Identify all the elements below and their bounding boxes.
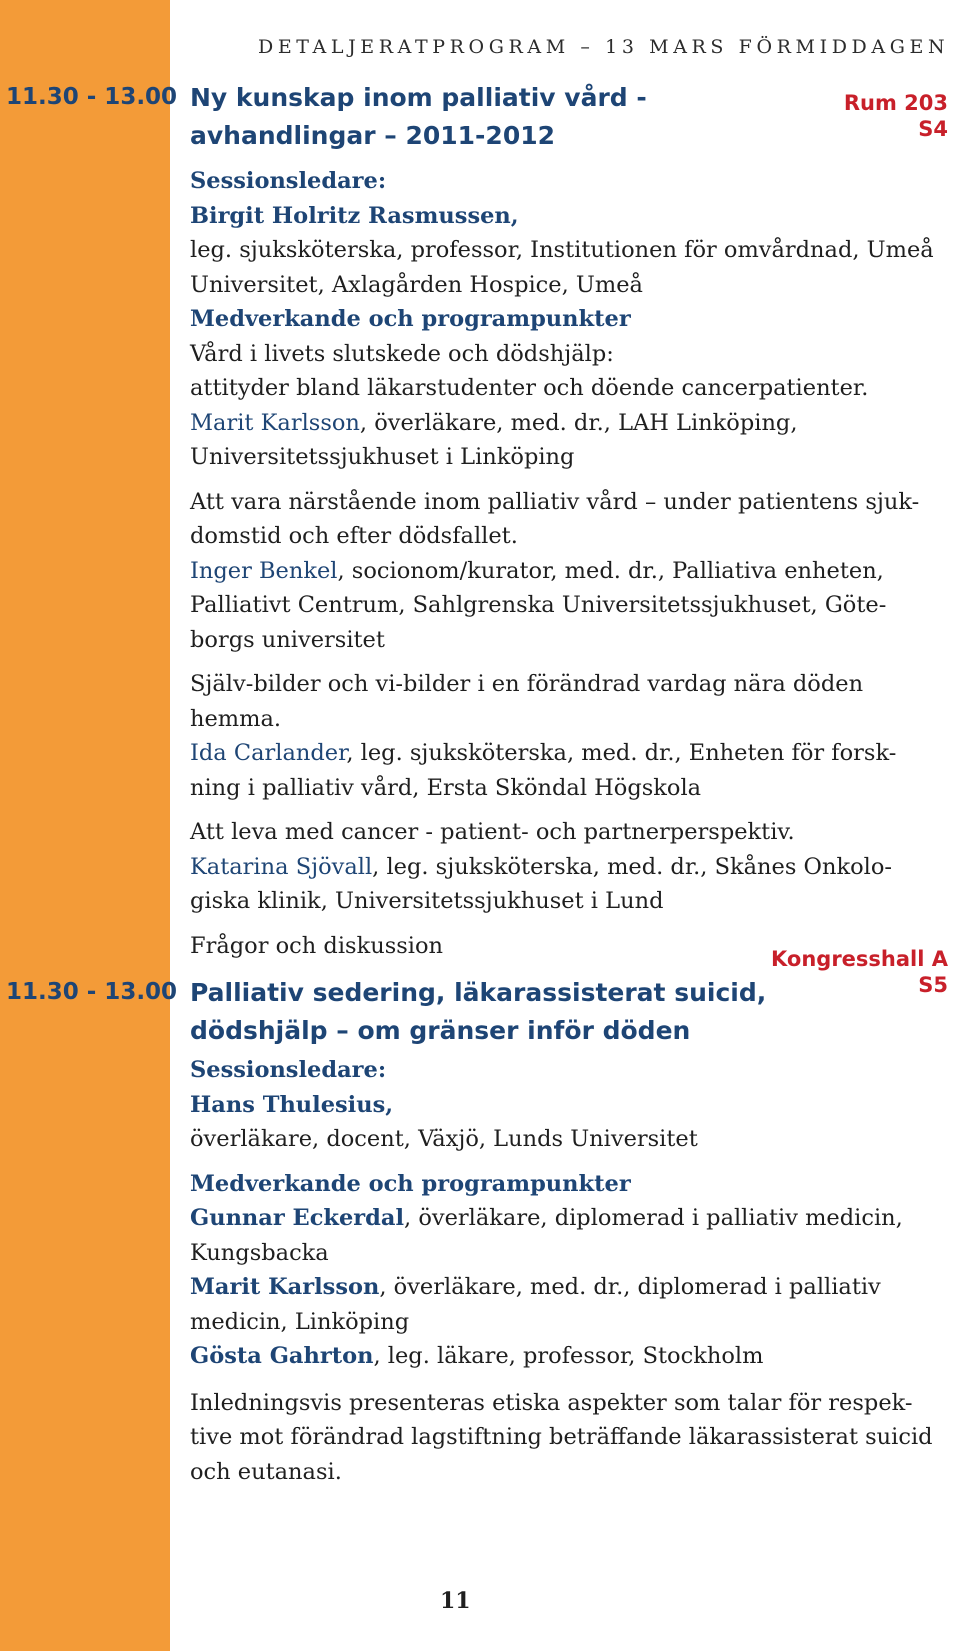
closing-item: Frågor och diskussion — [190, 932, 444, 959]
talk-title: Vård i livets slutskede och dödshjälp: — [190, 340, 614, 367]
page-header: DETALJERATPROGRAM – 13 MARS FÖRMIDDAGEN — [258, 36, 950, 58]
speaker-line — [190, 1270, 940, 1305]
session-title-line: dödshjälp – om gränser inför döden — [190, 1016, 691, 1045]
talk-title: Att vara närstående inom palliativ vård – under patientens sjuk- — [190, 488, 920, 515]
session-room — [771, 946, 948, 998]
speaker-name: Marit Karlsson — [190, 409, 360, 436]
speaker-line — [190, 736, 940, 771]
session-code: S4 — [918, 117, 948, 141]
session-room — [844, 90, 948, 142]
speaker-name: Katarina Sjövall — [190, 853, 373, 880]
speaker-affiliation: , överläkare, med. dr., LAH Linköping, — [359, 409, 798, 436]
speaker-affiliation: , överläkare, diplomerad i palliativ medicin, — [404, 1205, 903, 1231]
contributors-heading: Medverkande och programpunkter — [190, 1170, 631, 1197]
chair-description: överläkare, docent, Växjö, Lunds Universitet — [190, 1126, 698, 1152]
chair-name: Hans Thulesius, — [190, 1091, 394, 1118]
chair-description: Universitet, Axlagården Hospice, Umeå — [190, 271, 643, 298]
talk-title: domstid och efter dödsfallet. — [190, 523, 518, 549]
speaker-affiliation: medicin, Linköping — [190, 1308, 410, 1335]
speaker-affiliation: , leg. läkare, professor, Stockholm — [373, 1343, 764, 1369]
orange-sidebar — [0, 0, 170, 1651]
speaker-affiliation: Palliativt Centrum, Sahlgrenska Universitetssjukhuset, Göte- — [190, 592, 887, 618]
speaker-name: Ida Carlander — [190, 740, 347, 766]
speaker-name: Marit Karlsson — [190, 1274, 380, 1300]
speaker-name: Gösta Gahrton — [190, 1343, 374, 1369]
session-time: 11.30 - 13.00 — [6, 979, 178, 1005]
session-details — [190, 1053, 940, 1489]
speaker-affiliation: Universitetssjukhuset i Linköping — [190, 444, 575, 470]
speaker-affiliation: , socionom/kurator, med. dr., Palliativa enheten, — [337, 557, 884, 584]
speaker-affiliation: , leg. sjuksköterska, med. dr., Enheten för forsk- — [346, 740, 897, 766]
session-code: S5 — [918, 973, 948, 997]
contributors-heading: Medverkande och programpunkter — [190, 306, 631, 332]
session-time: 11.30 - 13.00 — [6, 84, 178, 110]
talk-title: attityder bland läkarstudenter och döende cancerpatienter. — [190, 375, 869, 401]
speaker-affiliation: , leg. sjuksköterska, med. dr., Skånes Onkolo- — [372, 853, 892, 880]
chair-name: Birgit Holritz Rasmussen, — [190, 202, 519, 229]
speaker-affiliation: Kungsbacka — [190, 1239, 329, 1266]
session-title — [190, 974, 766, 1050]
session-title-line: Ny kunskap inom palliativ vård - — [190, 83, 647, 112]
session-title-line: avhandlingar – 2011-2012 — [190, 121, 556, 150]
speaker-line — [190, 1339, 940, 1374]
session-description: och eutanasi. — [190, 1458, 342, 1485]
chair-description: leg. sjuksköterska, professor, Institutionen för omvårdnad, Umeå — [190, 237, 934, 263]
session-description: Inledningsvis presenteras etiska aspekter som talar för respek- — [190, 1389, 913, 1416]
speaker-affiliation: borgs universitet — [190, 626, 385, 653]
speaker-affiliation: , överläkare, med. dr., diplomerad i palliativ — [379, 1274, 881, 1300]
page-number: 11 — [440, 1588, 471, 1614]
speaker-name: Gunnar Eckerdal — [190, 1205, 405, 1231]
room-label: Kongresshall A — [771, 947, 948, 971]
talk-title: Själv-bilder och vi-bilder i en förändrad vardag nära döden — [190, 671, 864, 697]
session-description: tive mot förändrad lagstiftning beträffande läkarassisterat suicid — [190, 1424, 933, 1450]
room-label: Rum 203 — [843, 91, 948, 115]
speaker-line — [190, 1201, 940, 1236]
session-title-line: Palliativ sedering, läkarassisterat suicid, — [190, 978, 767, 1007]
speaker-affiliation: ning i palliativ vård, Ersta Sköndal Högskola — [190, 774, 702, 801]
speaker-line — [190, 554, 940, 589]
chair-label: Sessionsledare: — [190, 168, 387, 194]
speaker-line — [190, 850, 940, 885]
speaker-affiliation: giska klinik, Universitetssjukhuset i Lund — [190, 888, 664, 914]
speaker-line — [190, 406, 940, 441]
talk-title: Att leva med cancer - patient- och partnerperspektiv. — [190, 819, 795, 845]
speaker-name: Inger Benkel — [190, 557, 338, 584]
talk-title: hemma. — [190, 705, 282, 732]
session-title — [190, 79, 647, 155]
session-details — [190, 164, 940, 963]
chair-label: Sessionsledare: — [190, 1057, 387, 1083]
